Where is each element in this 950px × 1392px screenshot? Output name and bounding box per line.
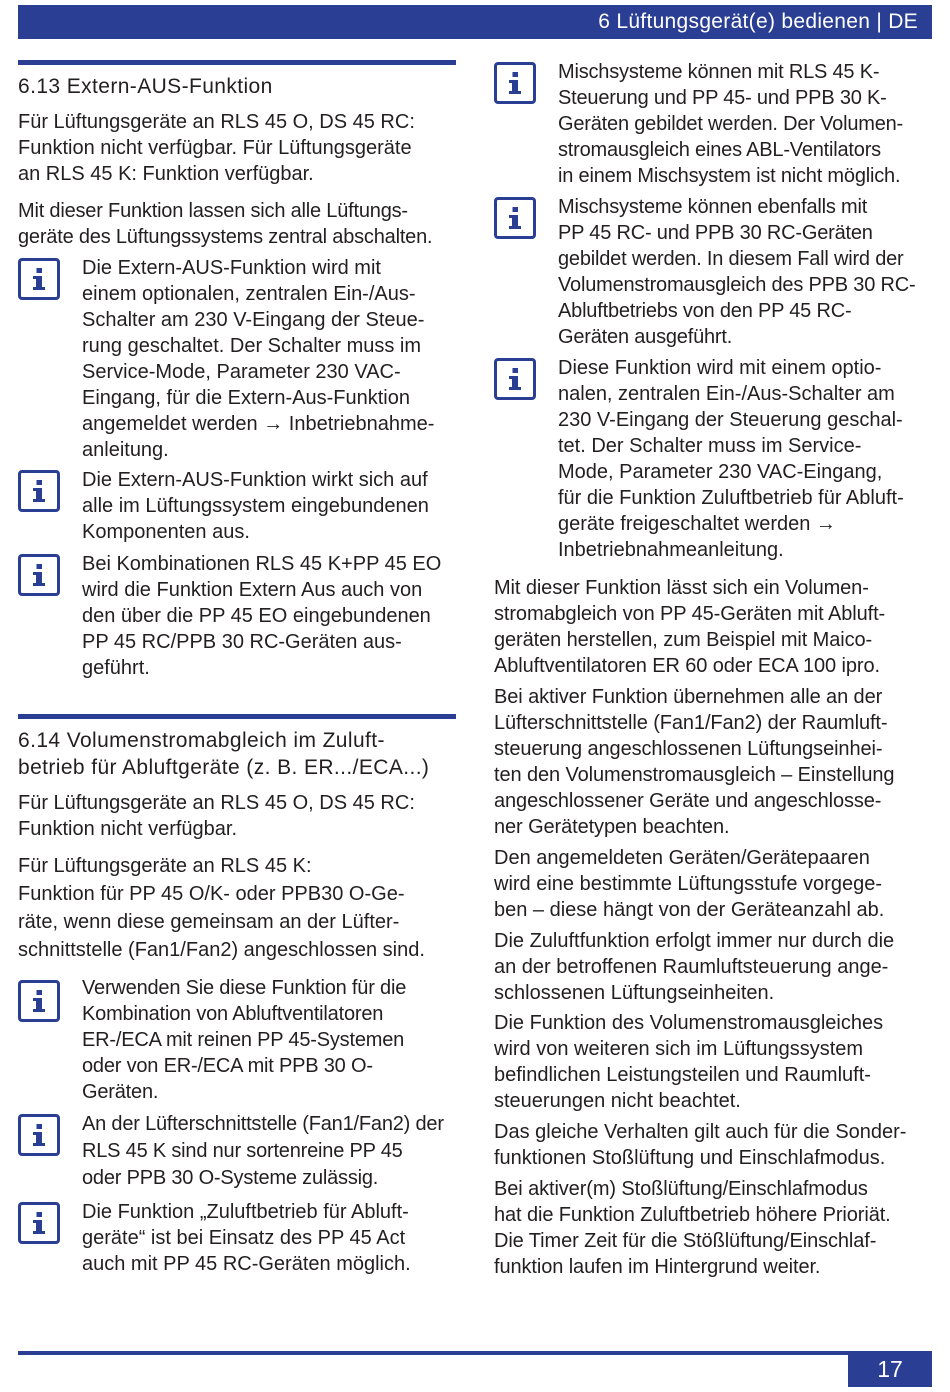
heading-line: betrieb für Abluftgeräte (z. B. ER.../ECA...) [18, 756, 430, 779]
heading-text: 6.13 Extern-AUS-Funktion [18, 75, 273, 98]
heading-line: 6.14 Volumenstromabgleich im Zuluft- [18, 729, 385, 752]
line: funktionen Stoßlüftung und Einschlafmodus. [494, 1147, 886, 1169]
paragraph [494, 1010, 883, 1114]
paragraph [494, 928, 894, 1006]
page-number-box [848, 1351, 932, 1387]
page-number: 17 [877, 1356, 903, 1382]
paragraph [18, 790, 415, 842]
line: 230 V-Eingang der Steuerung geschal- [558, 409, 903, 431]
line: ben – diese hängt von der Geräteanzahl ab. [494, 899, 885, 921]
line: auch mit PP 45 RC-Geräten möglich. [82, 1253, 411, 1275]
info-note [82, 551, 441, 681]
line: hat die Funktion Zuluftbetrieb höhere Prioriät. [494, 1204, 891, 1226]
line: Für Lüftungsgeräte an RLS 45 O, DS 45 RC: [18, 792, 415, 814]
line: Steuerung und PP 45- und PPB 30 K- [558, 87, 887, 109]
line: Schalter am 230 V-Eingang der Steue- [82, 309, 425, 331]
line: ner Gerätetypen beachten. [494, 816, 730, 838]
line: geräten herstellen, zum Beispiel mit Maico- [494, 629, 873, 651]
line: Mit dieser Funktion lässt sich ein Volumen- [494, 577, 869, 599]
line: RLS 45 K sind nur sortenreine PP 45 [82, 1140, 403, 1162]
line: Komponenten aus. [82, 521, 250, 543]
line: Lüfterschnittstelle (Fan1/Fan2) der Raumluft- [494, 712, 888, 734]
info-icon [18, 1202, 60, 1244]
line: Abluftbetriebs von den PP 45 RC- [558, 300, 852, 322]
header-bar [18, 5, 932, 39]
line: in einem Mischsystem ist nicht möglich. [558, 165, 901, 187]
section-heading-6-13 [18, 73, 273, 100]
paragraph [18, 852, 425, 964]
line: Diese Funktion wird mit einem optio- [558, 357, 882, 379]
line: räte, wenn diese gemeinsam an der Lüfter- [18, 911, 400, 933]
line: Bei aktiver(m) Stoßlüftung/Einschlafmodus [494, 1178, 868, 1200]
line: rung geschaltet. Der Schalter muss im [82, 335, 422, 357]
line: Die Zuluftfunktion erfolgt immer nur durch die [494, 930, 895, 952]
line: PP 45 RC/PPB 30 RC-Geräten aus- [82, 631, 402, 653]
line: geführt. [82, 657, 150, 679]
line: tet. Der Schalter muss im Service- [558, 435, 862, 457]
line: für die Funktion Zuluftbetrieb für Abluft- [558, 487, 904, 509]
line: Funktion für PP 45 O/K- oder PPB30 O-Ge- [18, 883, 405, 905]
line: oder von ER-/ECA mit PPB 30 O- [82, 1055, 373, 1077]
paragraph [494, 1119, 906, 1171]
info-note [82, 255, 434, 463]
line: steuerung angeschlossenen Lüftungseinhei- [494, 738, 883, 760]
line: schnittstelle (Fan1/Fan2) angeschlossen sind. [18, 939, 425, 961]
line: Bei aktiver Funktion übernehmen alle an der [494, 686, 883, 708]
line: befindlichen Leistungsteilen und Raumluft- [494, 1064, 871, 1086]
info-icon [494, 197, 536, 239]
line: geräte freigeschaltet werden → [558, 513, 836, 535]
line: Abluftventilatoren ER 60 oder ECA 100 ipro. [494, 655, 880, 677]
section-heading-6-14 [18, 727, 429, 781]
line: Mit dieser Funktion lassen sich alle Lüftungs- [18, 200, 408, 222]
line: stromausgleich eines ABL-Ventilators [558, 139, 881, 161]
info-note [82, 1199, 411, 1277]
paragraph [494, 845, 884, 923]
info-icon [18, 1114, 60, 1156]
line: PP 45 RC- und PPB 30 RC-Geräten [558, 222, 873, 244]
line: wird die Funktion Extern Aus auch von [82, 579, 423, 601]
line: Kombination von Abluftventilatoren [82, 1003, 384, 1025]
line: wird eine bestimmte Lüftungsstufe vorgege- [494, 873, 882, 895]
footer-line [18, 1351, 932, 1355]
line: Die Funktion „Zuluftbetrieb für Abluft- [82, 1201, 409, 1223]
line: alle im Lüftungssystem eingebundenen [82, 495, 429, 517]
line: Funktion nicht verfügbar. [18, 818, 238, 840]
line: ten den Volumenstromausgleich – Einstellung [494, 764, 895, 786]
line: angeschlossener Geräte und angeschlosse- [494, 790, 882, 812]
line: Das gleiche Verhalten gilt auch für die Sonder- [494, 1121, 907, 1143]
line: Geräten gebildet werden. Der Volumen- [558, 113, 904, 135]
line: Eingang, für die Extern-Aus-Funktion [82, 387, 410, 409]
line: Mischsysteme können mit RLS 45 K- [558, 61, 880, 83]
running-header: 6 Lüftungsgerät(e) bedienen | DE [598, 10, 918, 33]
line: stromabgleich von PP 45-Geräten mit Abluft- [494, 603, 886, 625]
info-icon [18, 258, 60, 300]
line: geräte“ ist bei Einsatz des PP 45 Act [82, 1227, 406, 1249]
line: gebildet werden. In diesem Fall wird der [558, 248, 904, 270]
line: an der betroffenen Raumluftsteuerung ange- [494, 956, 889, 978]
line: Für Lüftungsgeräte an RLS 45 O, DS 45 RC: [18, 111, 415, 133]
line: Die Funktion des Volumenstromausgleiches [494, 1012, 884, 1034]
line: Die Timer Zeit für die Stößlüftung/Einschlaf- [494, 1230, 877, 1252]
info-icon [18, 554, 60, 596]
line: Für Lüftungsgeräte an RLS 45 K: [18, 855, 312, 877]
line: nalen, zentralen Ein-/Aus-Schalter am [558, 383, 895, 405]
info-icon [18, 470, 60, 512]
line: funktion laufen im Hintergrund weiter. [494, 1256, 821, 1278]
info-icon [494, 62, 536, 104]
line: einem optionalen, zentralen Ein-/Aus- [82, 283, 416, 305]
section-rule [18, 60, 456, 65]
line: Verwenden Sie diese Funktion für die [82, 977, 407, 999]
line: Bei Kombinationen RLS 45 K+PP 45 EO [82, 553, 442, 575]
line: wird von weiteren sich im Lüftungssystem [494, 1038, 864, 1060]
info-icon [18, 980, 60, 1022]
line: anleitung. [82, 439, 169, 461]
line: Mischsysteme können ebenfalls mit [558, 196, 868, 218]
line: an RLS 45 K: Funktion verfügbar. [18, 163, 314, 185]
info-note [558, 194, 915, 350]
line: ER-/ECA mit reinen PP 45-Systemen [82, 1029, 405, 1051]
line: Geräten ausgeführt. [558, 326, 733, 348]
line: Funktion nicht verfügbar. Für Lüftungsgeräte [18, 137, 412, 159]
section-rule [18, 714, 456, 719]
info-note [82, 975, 406, 1105]
line: steuerungen nicht beachtet. [494, 1090, 741, 1112]
line: Service-Mode, Parameter 230 VAC- [82, 361, 401, 383]
line: Geräten. [82, 1081, 159, 1103]
line: Den angemeldeten Geräten/Gerätepaaren [494, 847, 870, 869]
line: An der Lüfterschnittstelle (Fan1/Fan2) der [82, 1113, 444, 1135]
info-note [558, 355, 904, 563]
line: Mode, Parameter 230 VAC-Eingang, [558, 461, 883, 483]
info-note [82, 467, 429, 545]
line: den über die PP 45 EO eingebundenen [82, 605, 431, 627]
info-note [558, 59, 903, 189]
line: oder PPB 30 O-Systeme zulässig. [82, 1167, 379, 1189]
paragraph [494, 1176, 891, 1280]
paragraph [494, 684, 894, 840]
line: Die Extern-AUS-Funktion wirkt sich auf [82, 469, 428, 491]
info-note [82, 1111, 444, 1192]
line: angemeldet werden → Inbetriebnahme- [82, 413, 435, 435]
line: geräte des Lüftungssystems zentral abschalten. [18, 226, 433, 248]
paragraph [494, 575, 885, 679]
line: Inbetriebnahmeanleitung. [558, 539, 784, 561]
info-icon [494, 358, 536, 400]
line: Die Extern-AUS-Funktion wird mit [82, 257, 381, 279]
paragraph [18, 109, 415, 187]
line: Volumenstromausgleich des PPB 30 RC- [558, 274, 916, 296]
line: schlossenen Lüftungseinheiten. [494, 982, 775, 1004]
paragraph [18, 198, 432, 250]
